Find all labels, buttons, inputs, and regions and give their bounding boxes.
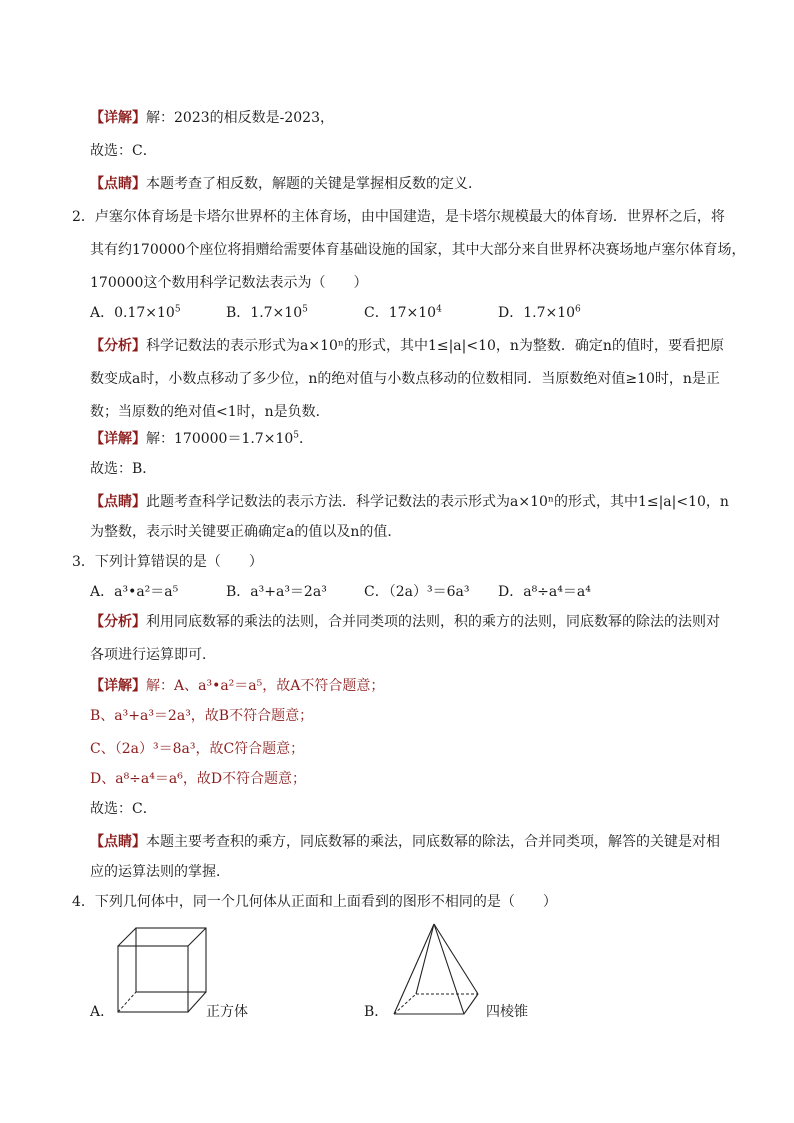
- q2-detail: 【详解】解：$170000=1.7\times 10^5$．: [90, 430, 313, 447]
- q2-comment-line2: 为整数，表示时关键要正确确定a的值以及n的值．: [90, 524, 402, 540]
- q3-option-c: C．（2a）³＝6a³: [364, 584, 470, 600]
- q3-detail-line4: D、a⁸÷a⁴＝a⁶，故D不符合题意；: [90, 771, 307, 787]
- cube-figure: [114, 926, 210, 1018]
- q4-option-a-name: 正方体: [206, 1004, 248, 1020]
- q2-option-b: B．$1.7\times 10^5$: [226, 304, 308, 321]
- q3-comment-line2: 应的运算法则的掌握．: [90, 864, 230, 880]
- q3-comment-line1: 【点睛】本题主要考查积的乘方，同底数幂的乘法，同底数幂的除法，合并同类项，解答的关键是对相: [90, 834, 720, 850]
- q3-option-d: D．a⁸÷a⁴＝a⁴: [498, 584, 591, 600]
- q2-comment-line1: 【点睛】此题考查科学记数法的表示方法．科学记数法的表示形式为a×10ⁿ的形式，其中1≤|a|<10，n: [90, 494, 729, 510]
- q4-option-a-label: A．: [90, 1004, 115, 1020]
- q2-stem-line2: 其有约170000个座位将捐赠给需要体育基础设施的国家，其中大部分来自世界杯决赛场地卢塞尔体育场，: [90, 242, 746, 258]
- q1-comment: 【点睛】本题考查了相反数，解题的关键是掌握相反数的定义．: [90, 176, 482, 192]
- q2-stem-line3: 170000这个数用科学记数法表示为（ ）: [90, 275, 368, 291]
- q4-option-b-name: 四棱锥: [486, 1004, 528, 1020]
- q4-option-b-label: B．: [364, 1004, 389, 1020]
- q2-option-d: D．$1.7\times 10^6$: [498, 304, 581, 321]
- q2-option-c: C．$17\times 10^4$: [364, 304, 442, 321]
- q1-detail: 【详解】解：2023的相反数是-2023，: [90, 110, 334, 126]
- q3-detail-line1: 【详解】解：A、a³•a²＝a⁵，故A不符合题意；: [90, 678, 385, 694]
- q1-choose: 故选：C．: [90, 143, 157, 159]
- q3-option-b: B．a³+a³＝2a³: [226, 584, 327, 600]
- q4-stem: 4．下列几何体中，同一个几何体从正面和上面看到的图形不相同的是（ ）: [72, 894, 557, 910]
- q3-choose: 故选：C．: [90, 801, 157, 817]
- q2-analysis-line2: 数变成a时，小数点移动了多少位，n的绝对值与小数点移动的位数相同．当原数绝对值≥10时，n是正: [90, 371, 720, 387]
- q2-option-a: A．$0.17\times 10^5$: [90, 304, 181, 321]
- q3-detail-line3: C、（2a）³＝8a³，故C符合题意；: [90, 741, 305, 757]
- pyramid-figure: [388, 922, 484, 1018]
- q3-stem: 3．下列计算错误的是（ ）: [72, 554, 263, 570]
- cube-front-face: [118, 946, 188, 1012]
- q3-analysis-line1: 【分析】利用同底数幂的乘法的法则，合并同类项的法则，积的乘方的法则，同底数幂的除法的法则对: [90, 614, 720, 630]
- cube-back-face: [136, 928, 206, 992]
- pyramid-base: [394, 994, 478, 1014]
- q3-detail-line2: B、a³+a³＝2a³，故B不符合题意；: [90, 708, 314, 724]
- q3-analysis-line2: 各项进行运算即可．: [90, 647, 216, 663]
- q2-stem-line1: 2．卢塞尔体育场是卡塔尔世界杯的主体育场，由中国建造，是卡塔尔规模最大的体育场．世界杯之后，将: [72, 209, 725, 225]
- q2-analysis-line3: 数；当原数的绝对值<1时，n是负数．: [90, 404, 330, 420]
- q2-analysis-line1: 【分析】科学记数法的表示形式为a×10ⁿ的形式，其中1≤|a|<10，n为整数．确定n的值时，要看把原: [90, 338, 724, 354]
- q2-choose: 故选：B．: [90, 461, 157, 477]
- q3-option-a: A．a³•a²＝a⁵: [90, 584, 179, 600]
